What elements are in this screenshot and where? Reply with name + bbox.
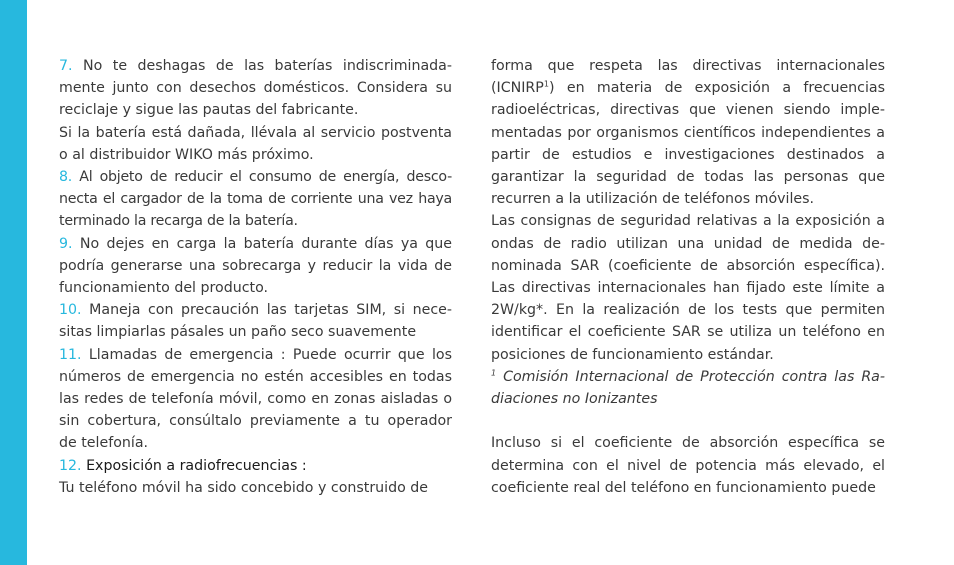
item-10: [59, 299, 452, 343]
item-text: Maneja con precaución las tarjetas SIM, si nece-sitas limpiarlas pásales un paño seco suavemente: [59, 302, 452, 341]
item-9: [59, 233, 452, 300]
accent-side-bar: [0, 0, 27, 565]
paragraph-gap: [491, 410, 885, 432]
footnote: [491, 366, 885, 410]
item-12: [59, 455, 452, 477]
item-text: No dejes en carga la batería durante días ya que podría generarse una sobrecarga y reducir la vida de funcionamiento del producto.: [59, 235, 452, 297]
item-7: [59, 55, 452, 122]
paragraph-coefficient: Incluso si el coeficiente de absorción específica se determina con el nivel de potencia más elevado, el coeficiente real del teléfono en funcionamiento puede: [491, 435, 885, 496]
item-8: [59, 166, 452, 233]
item-text: Llamadas de emergencia : Puede ocurrir que los números de emergencia no estén accesibles en todas las redes de telefonía móvil, como en zonas aisladas o sin cobertura, consúltalo previamente a tu operador de telefonía.: [59, 346, 452, 452]
item-number: 7.: [59, 58, 73, 74]
section-heading: Exposición a radiofrecuencias :: [81, 457, 307, 474]
item-number: 12.: [59, 457, 82, 474]
paragraph-text: forma que respeta las directivas internacionales (ICNIRP: [491, 58, 885, 97]
item-text: No te deshagas de las baterías indiscriminada-mente junto con desechos domésticos. Considera su reciclaje y sigue las pautas del fabricante.: [59, 58, 452, 119]
item-number: 8.: [59, 169, 73, 186]
footnote-marker: 1: [543, 79, 549, 89]
paragraph-text: ) en materia de exposición a frecuencias radioeléctricas, directivas que vienen siendo imple-mentadas por organismos científicos independientes a partir de estudios e investigaciones destinados a garantizar la seguridad de todas las personas que recurren a la utilización de teléfonos móviles.: [491, 80, 885, 208]
item-number: 10.: [59, 302, 82, 319]
left-column: [59, 55, 452, 499]
item-12-text: Tu teléfono móvil ha sido concebido y construido de: [59, 479, 429, 496]
paragraph-icnirp: [491, 55, 885, 210]
item-text: Al objeto de reducir el consumo de energía, desco-necta el cargador de la toma de corriente una vez haya terminado la recarga de la batería.: [59, 169, 452, 230]
item-number: 9.: [59, 235, 73, 252]
footnote-text: Comisión Internacional de Protección contra las Ra-diaciones no Ionizantes: [491, 368, 885, 408]
item-11: [59, 344, 452, 455]
footnote-marker: 1: [491, 368, 497, 378]
right-column: [491, 55, 885, 499]
paragraph-sar: Las consignas de seguridad relativas a la exposición a ondas de radio utilizan una unidad de medida de-nominada SAR (coeficiente de absorción específica). Las directivas internacionales han fijado este límite a 2W/kg*. En la realización de los tests que permiten identificar el coeficiente SAR se utiliza un teléfono en posiciones de funcionamiento estándar.: [491, 213, 885, 363]
item-7-continued: Si la batería está dañada, llévala al servicio postventa o al distribuidor WIKO más próximo.: [59, 124, 452, 163]
item-number: 11.: [59, 346, 82, 363]
